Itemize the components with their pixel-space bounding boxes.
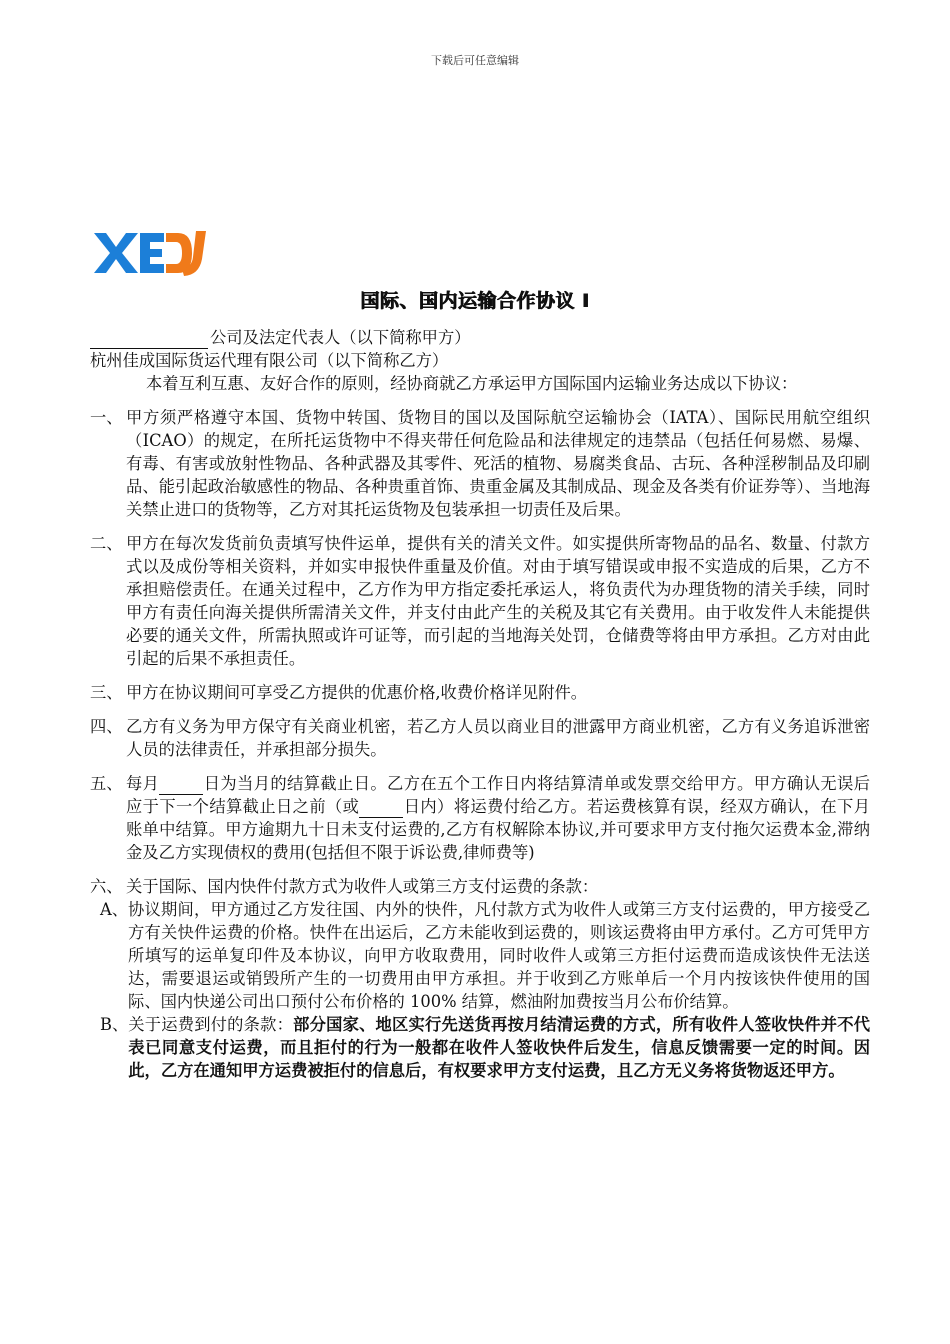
- header-note: 下载后可任意编辑: [431, 54, 519, 67]
- clause-6b: B、 关于运费到付的条款：部分国家、地区实行先送货再按月结清运费的方式，所有收件人签收快件并不代表已同意支付运费，而且拒付的行为一般都在收件人签收快件后发生，信息反馈需要一定的时间。因此，乙方在通知甲方运费被拒付的信息后，有权要求甲方支付运费，且乙方无义务将货物返还甲方。: [100, 1015, 870, 1080]
- clause-1: 一、 甲方须严格遵守本国、货物中转国、货物目的国以及国际航空运输协会（IATA）、国际民用航空组织（ICAO）的规定，在所托运货物中不得夹带任何危险品和法律规定的违禁品（包括任何易燃、易爆、有毒、有害或放射性物品、各种武器及其零件、死活的植物、易腐类食品、古玩、各种淫秽制品及印刷品、能引起政治敏感性的物品、各种贵重首饰、贵重金属及其制成品、现金及各类有价证券等）、当地海关禁止进口的货物等，乙方对其托运货物及包装承担一切责任及后果。: [90, 408, 870, 519]
- agreement-body: [90, 326, 870, 1082]
- party-a-blank[interactable]: [90, 330, 208, 349]
- clause-4: 四、 乙方有义务为甲方保守有关商业机密，若乙方人员以商业目的泄露甲方商业机密，乙方有义务追诉泄密人员的法律责任，并承担部分损失。: [90, 717, 870, 759]
- clause-6a: A、 协议期间，甲方通过乙方发往国、内外的快件，凡付款方式为收件人或第三方支付运费的，甲方接受乙方有关快件运费的价格。快件在出运后，乙方未能收到运费的，则该运费将由甲方承付。乙方可凭甲方所填写的运单复印件及本协议，向甲方收取费用，同时收件人或第三方拒付运费而造成该快件无法送达，需要退运或销毁所产生的一切费用由甲方承担。并于收到乙方账单后一个月内按该快件使用的国际、国内快递公司出口预付公布价格的 100% 结算，燃油附加费按当月公布价结算。: [100, 900, 870, 1011]
- document-title: 国际、国内运输合作协议 I: [360, 290, 590, 312]
- clause-5: 五、 每月 日为当月的结算截止日。乙方在五个工作日内将结算清单或发票交给甲方。甲方确认无误后应于下一个结算截止日之前（或 日内）将运费付给乙方。若运费核算有误，经双方确认，在下月账单中结算。甲方逾期九十日未支付运费的,乙方有权解除本协议,并可要求甲方支付拖欠运费本金,滞纳金及乙方实现债权的费用(包括但不限于诉讼费,律师费等): [90, 774, 870, 862]
- settlement-day-blank[interactable]: [159, 776, 203, 795]
- intro-paragraph: 本着互利互惠、友好合作的原则，经协商就乙方承运甲方国际国内运输业务达成以下协议：: [146, 374, 798, 393]
- clause-6: 六、 关于国际、国内快件付款方式为收件人或第三方支付运费的条款：: [90, 877, 599, 896]
- clause-2: 二、 甲方在每次发货前负责填写快件运单，提供有关的清关文件。如实提供所寄物品的品名、数量、付款方式以及成份等相关资料，并如实申报快件重量及价值。对由于填写错误或申报不实造成的后果，乙方不承担赔偿责任。在通关过程中，乙方作为甲方指定委托承运人，将负责代为办理货物的清关手续，同时甲方有责任向海关提供所需清关文件，并支付由此产生的关税及其它有关费用。由于收发件人未能提供必要的通关文件，所需执照或许可证等，而引起的当地海关处罚，仓储费等将由甲方承担。乙方对由此引起的后果不承担责任。: [90, 534, 870, 668]
- clause-3: 三、 甲方在协议期间可享受乙方提供的优惠价格,收费价格详见附件。: [90, 683, 588, 702]
- party-b-line: 杭州佳成国际货运代理有限公司（以下简称乙方）: [90, 351, 449, 370]
- payment-days-blank[interactable]: [359, 799, 403, 818]
- party-a-line: 公司及法定代表人（以下简称甲方）: [90, 326, 870, 349]
- company-logo: [92, 229, 208, 277]
